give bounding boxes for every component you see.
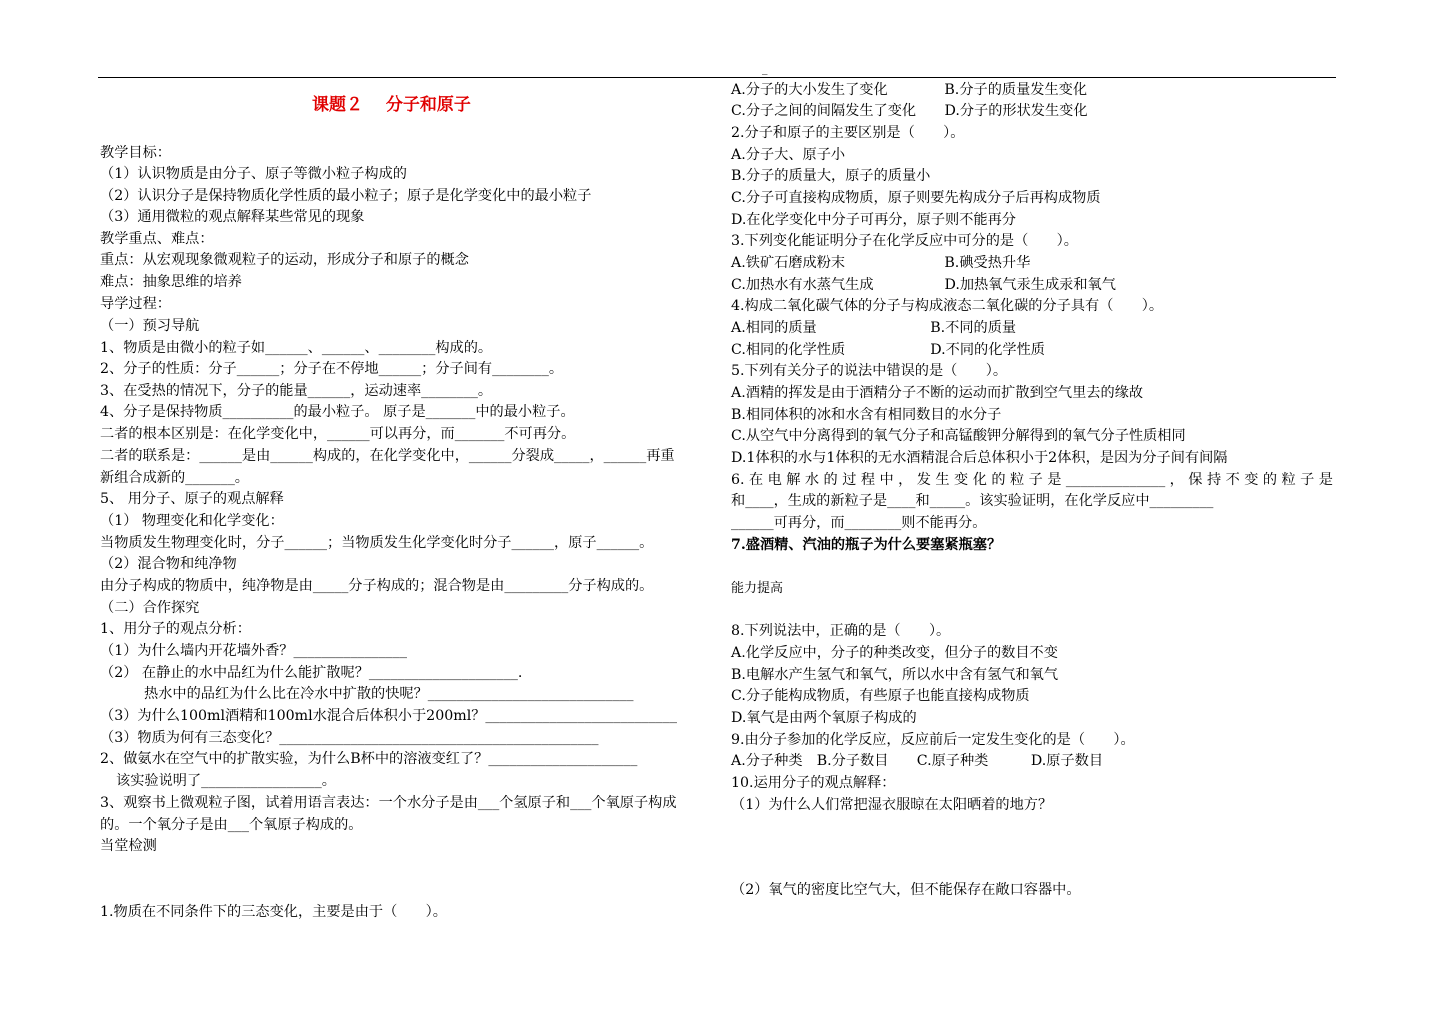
text-line: D.在化学变化中分子可再分，原子则不能再分 xyxy=(731,212,1016,228)
text-line: 当物质发生物理变化时，分子______；当物质发生化学变化时分子______，原子______。 xyxy=(100,535,654,551)
text-line: 教学重点、难点： xyxy=(100,231,214,247)
text-line: （2）氧气的密度比空气大，但不能保存在敞口容器中。 xyxy=(731,882,1081,898)
text-line: （二）合作探究 xyxy=(100,600,200,616)
text-line: （1）认识物质是由分子、原子等微小粒子构成的 xyxy=(100,166,407,182)
section-heading: 能力提高 xyxy=(731,581,784,596)
text-line: （一）预习导航 xyxy=(100,318,200,334)
text-line: 和____，生成的新粒子是____和_____。该实验证明，在化学反应中_________ xyxy=(731,493,1214,509)
header-mark: _ xyxy=(762,62,768,75)
text-line: 8.下列说法中，正确的是（ ）。 xyxy=(731,623,951,639)
text-line: C.相同的化学性质 D.不同的化学性质 xyxy=(731,342,1045,358)
text-line: 新组合成新的_______。 xyxy=(100,470,249,486)
header-rule xyxy=(98,77,1336,78)
text-line: C.加热水有水蒸气生成 D.加热氧气汞生成汞和氧气 xyxy=(731,277,1116,293)
text-line: B.电解水产生氢气和氧气，所以水中含有氢气和氧气 xyxy=(731,667,1059,683)
text-line: 教学目标： xyxy=(100,145,171,161)
page-title: 课题２ 分子和原子 xyxy=(312,95,471,115)
text-line: C.分子之间的间隔发生了变化 D.分子的形状发生变化 xyxy=(731,103,1088,119)
text-line: （3）为什么100ml酒精和100ml水混合后体积小于200ml？___________________________ xyxy=(100,708,677,724)
text-line: 导学过程： xyxy=(100,296,171,312)
text-line: （3）物质为何有三态变化？_____________________________________________ xyxy=(100,730,599,746)
text-line: 7.盛酒精、汽油的瓶子为什么要塞紧瓶塞？ xyxy=(731,537,1002,553)
text-line: 4、分子是保持物质__________的最小粒子。 原子是_______中的最小粒子。 xyxy=(100,404,575,420)
text-line: 5、 用分子、原子的观点解释 xyxy=(100,491,284,507)
text-line: A.化学反应中，分子的种类改变，但分子的数目不变 xyxy=(731,645,1058,661)
text-line: 该实验说明了_________________。 xyxy=(116,773,336,789)
text-line: （2） 在静止的水中品红为什么能扩散呢？_____________________. xyxy=(100,665,523,681)
text-line: 3.下列变化能证明分子在化学反应中可分的是（ ）。 xyxy=(731,233,1078,249)
text-line: 二者的联系是：______是由______构成的，在化学变化中，______分裂成_____，______再重 xyxy=(100,448,675,464)
text-line: C.分子能构成物质，有些原子也能直接构成物质 xyxy=(731,688,1030,704)
text-line: 热水中的品红为什么比在冷水中扩散的快呢？_____________________________ xyxy=(144,686,634,702)
text-line: B.分子的质量大，原子的质量小 xyxy=(731,168,931,184)
text-line: B.相同体积的冰和水含有相同数目的水分子 xyxy=(731,407,1002,423)
text-line: （1）为什么墙内开花墙外香？________________ xyxy=(100,643,407,659)
text-line: ______可再分，而________则不能再分。 xyxy=(731,515,987,531)
text-line: 2、分子的性质：分子______；分子在不停地______；分子间有________。 xyxy=(100,361,564,377)
text-line: 3、在受热的情况下，分子的能量______，运动速率________。 xyxy=(100,383,493,399)
text-line: （1）为什么人们常把湿衣服晾在太阳晒着的地方？ xyxy=(731,797,1053,813)
text-line: 1、用分子的观点分析： xyxy=(100,621,251,637)
text-line: 难点：抽象思维的培养 xyxy=(100,274,242,290)
text-line: （1） 物理变化和化学变化： xyxy=(100,513,284,529)
text-line: 二者的根本区别是：在化学变化中，______可以再分，而_______不可再分。 xyxy=(100,426,576,442)
text-line: 2、做氨水在空气中的扩散实验，为什么B杯中的溶液变红了？_____________________ xyxy=(100,751,638,767)
section-heading: 当堂检测 xyxy=(100,838,157,854)
text-line: A.相同的质量 B.不同的质量 xyxy=(731,320,1017,336)
text-line: 的。一个氧分子是由___个氧原子构成的。 xyxy=(100,817,363,833)
text-line: A.分子种类 B.分子数目 C.原子种类 D.原子数目 xyxy=(731,753,1104,769)
text-line: D.氧气是由两个氧原子构成的 xyxy=(731,710,917,726)
text-line: D.1体积的水与1体积的无水酒精混合后总体积小于2体积，是因为分子间有间隔 xyxy=(731,450,1228,466)
text-line: A.酒精的挥发是由于酒精分子不断的运动而扩散到空气里去的缘故 xyxy=(731,385,1144,401)
text-line: （2）认识分子是保持物质化学性质的最小粒子；原子是化学变化中的最小粒子 xyxy=(100,188,592,204)
text-line: 1、物质是由微小的粒子如______、______、________构成的。 xyxy=(100,340,493,356)
text-line: （2）混合物和纯净物 xyxy=(100,556,237,572)
text-line: 重点：从宏观现象微观粒子的运动，形成分子和原子的概念 xyxy=(100,252,469,268)
text-line: 6.在电解水的过程中，发生变化的粒子是______________，保持不变的粒子是 xyxy=(731,472,1333,488)
text-line: 2.分子和原子的主要区别是（ ）。 xyxy=(731,125,965,141)
text-line: （3）通用微粒的观点解释某些常见的现象 xyxy=(100,209,365,225)
text-line: 由分子构成的物质中，纯净物是由_____分子构成的；混合物是由_________分子构成的。 xyxy=(100,578,654,594)
text-line: A.分子大、原子小 xyxy=(731,147,846,163)
text-line: 5.下列有关分子的说法中错误的是（ ）。 xyxy=(731,363,1008,379)
text-line: 4.构成二氧化碳气体的分子与构成液态二氧化碳的分子具有（ ）。 xyxy=(731,298,1164,314)
text-line: C.从空气中分离得到的氧气分子和高锰酸钾分解得到的氧气分子性质相同 xyxy=(731,428,1186,444)
text-line: 1.物质在不同条件下的三态变化，主要是由于（ ）。 xyxy=(100,904,447,920)
text-line: A.铁矿石磨成粉末 B.碘受热升华 xyxy=(731,255,1031,271)
text-line: 9.由分子参加的化学反应，反应前后一定发生变化的是（ ）。 xyxy=(731,732,1135,748)
text-line: A.分子的大小发生了变化 B.分子的质量发生变化 xyxy=(731,82,1088,98)
text-line: 10.运用分子的观点解释： xyxy=(731,775,896,791)
text-line: 3、观察书上微观粒子图，试着用语言表达：一个水分子是由___个氢原子和___个氧原子构成 xyxy=(100,795,677,811)
text-line: C.分子可直接构成物质，原子则要先构成分子后再构成物质 xyxy=(731,190,1101,206)
